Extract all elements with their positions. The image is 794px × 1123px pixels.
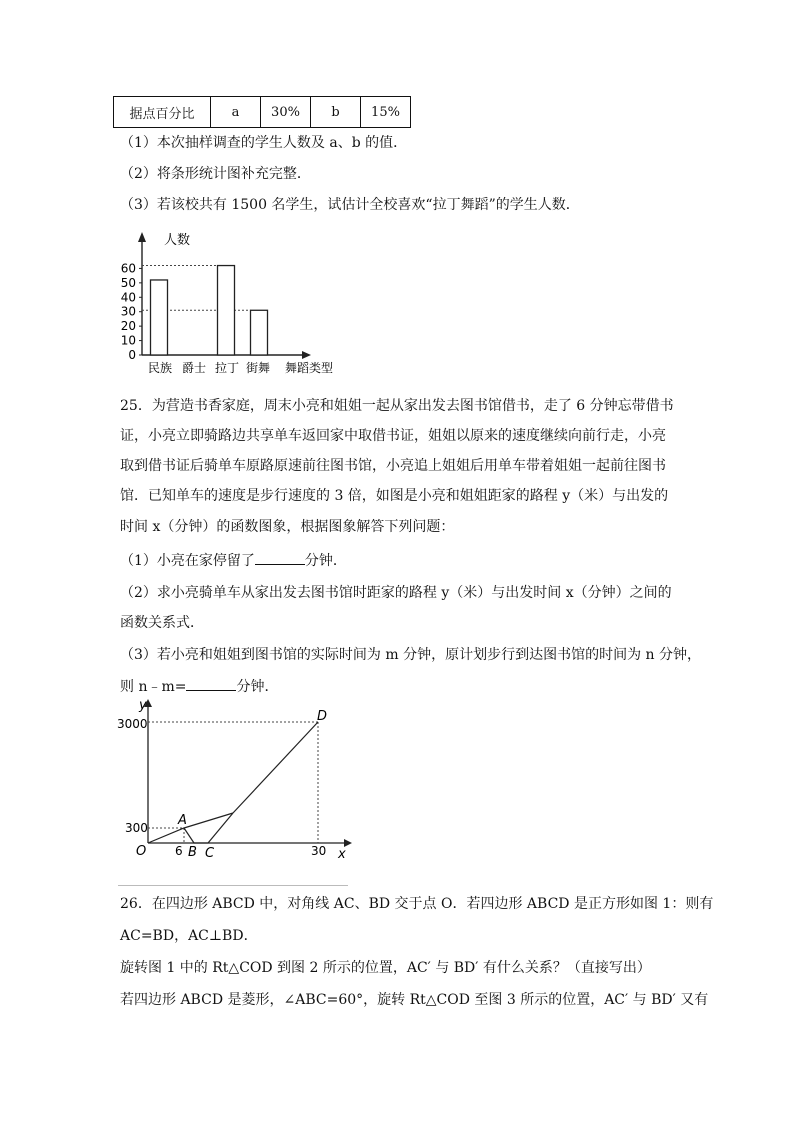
table-cell: 30% xyxy=(261,97,311,128)
q26-line: AC=BD，AC⊥BD． xyxy=(120,928,258,944)
chart-x-axis-arrow xyxy=(302,351,311,359)
chart-bar xyxy=(251,310,268,355)
q25-sub-3-cont xyxy=(120,676,278,697)
point-label: D xyxy=(317,709,328,724)
q25-sub-2-cont: 函数关系式． xyxy=(120,615,204,631)
y-tick-label: 3000 xyxy=(117,717,148,731)
q26-line: 旋转图 1 中的 Rt△COD 到图 2 所示的位置，AC′ 与 BD′ 有什么关系？（直接写出） xyxy=(120,960,651,976)
chart-y-tick-label: 40 xyxy=(120,290,136,305)
x-axis-arrow xyxy=(344,839,352,847)
chart-category-label: 街舞 xyxy=(246,361,271,375)
chart-y-tick-label: 10 xyxy=(120,333,136,348)
chart-y-tick-label: 20 xyxy=(120,319,136,334)
chart-category-label: 拉丁 xyxy=(215,361,240,375)
together-line xyxy=(233,722,318,813)
q24-item-2: （2）将条形统计图补充完整． xyxy=(120,166,311,182)
q25-line: 证，小亮立即骑路边共享单车返回家中取借书证，姐姐以原来的速度继续向前行走，小亮 xyxy=(120,428,666,444)
x-tick-label: 30 xyxy=(311,844,327,858)
distance-time-graph xyxy=(112,697,362,889)
y-axis-label: y xyxy=(139,698,147,713)
chart-y-tick-label: 0 xyxy=(128,348,136,362)
q25-sub-3-unit: 分钟． xyxy=(236,679,279,695)
q25-sub-3: （3）若小亮和姐姐到图书馆的实际时间为 m 分钟，原计划步行到达图书馆的时间为 n 分钟， xyxy=(120,647,701,663)
percentage-table xyxy=(113,96,411,128)
point-label: C xyxy=(205,846,215,861)
chart-bar xyxy=(151,280,168,355)
q25-line: 25．为营造书香家庭，周末小亮和姐姐一起从家出发去图书馆借书，走了 6 分钟忘带借书 xyxy=(120,398,674,414)
q24-item-3: （3）若该校共有 1500 名学生，试估计全校喜欢“拉丁舞蹈”的学生人数． xyxy=(120,197,580,213)
chart-category-label: 爵士 xyxy=(182,361,207,375)
table-row-label: 据点百分比 xyxy=(114,97,211,128)
table-cell: a xyxy=(211,97,261,128)
q26-line: 26．在四边形 ABCD 中，对角线 AC、BD 交于点 O．若四边形 ABCD 是正方形如图 1：则有 xyxy=(120,896,714,912)
q25-sub-1-unit: 分钟． xyxy=(304,553,347,569)
q25-line: 时间 x（分钟）的函数图象，根据图象解答下列问题： xyxy=(120,519,455,535)
chart-y-tick-label: 50 xyxy=(120,275,136,290)
q25-line: 馆．已知单车的速度是步行速度的 3 倍，如图是小亮和姐姐距家的路程 y（米）与出发的 xyxy=(120,488,669,504)
q25-sub-1-text: （1）小亮在家停留了 xyxy=(120,553,255,569)
chart-category-label: 民族 xyxy=(148,361,173,375)
chart-y-tick-label: 30 xyxy=(120,304,136,319)
table-cell: 15% xyxy=(361,97,411,128)
q24-item-1: （1）本次抽样调查的学生人数及 a、b 的值． xyxy=(120,135,408,151)
chart-y-tick-label: 60 xyxy=(120,261,136,276)
point-label: A xyxy=(178,813,187,828)
q25-sub-2: （2）求小亮骑单车从家出发去图书馆时距家的路程 y（米）与出发时间 x（分钟）之间的 xyxy=(120,585,672,601)
table-cell: b xyxy=(311,97,361,128)
answer-blank xyxy=(186,676,236,691)
point-label: B xyxy=(188,845,197,860)
q25-line: 取到借书证后骑单车原路原速前往图书馆，小亮追上姐姐后用单车带着姐姐一起前往图书 xyxy=(120,458,666,474)
xiaoliang-return-line xyxy=(184,813,233,843)
y-tick-label: 300 xyxy=(125,821,148,835)
x-tick-label: 6 xyxy=(175,844,183,858)
table-row xyxy=(114,97,411,128)
q25-sub-3-text: 则 n﹣m= xyxy=(120,679,187,695)
chart-xlabel: 舞蹈类型 xyxy=(285,361,334,375)
bar-chart xyxy=(112,226,352,378)
q26-line: 若四边形 ABCD 是菱形，∠ABC=60°，旋转 Rt△COD 至图 3 所示的位置，AC′ 与 BD′ 又有 xyxy=(120,992,709,1008)
section-divider xyxy=(118,885,348,886)
x-axis-label: x xyxy=(338,847,346,862)
answer-blank xyxy=(255,550,305,565)
q25-sub-1 xyxy=(120,550,347,571)
chart-ylabel: 人数 xyxy=(164,233,191,248)
chart-y-axis-arrow xyxy=(138,232,146,242)
chart-bar xyxy=(218,266,235,355)
origin-label: O xyxy=(136,844,147,859)
